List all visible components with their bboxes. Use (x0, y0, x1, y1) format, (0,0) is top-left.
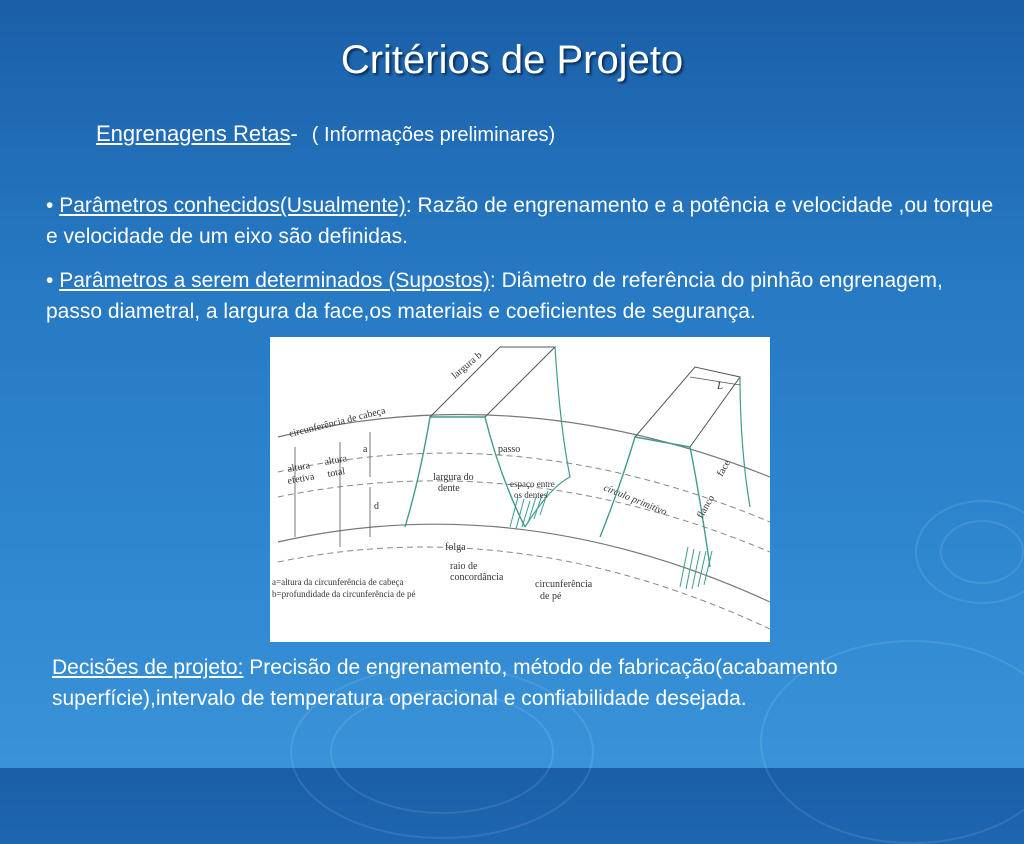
design-decisions-paragraph (52, 652, 1012, 714)
label-L: L (717, 380, 724, 392)
bullet-separator: : (405, 194, 412, 217)
bullet-marker: • (46, 269, 54, 292)
label-d: d (374, 501, 379, 512)
slide-subtitle (96, 121, 555, 147)
label-circunferencia-cabeca: circunferência de cabeça (288, 405, 387, 440)
label-passo: passo (498, 444, 521, 455)
label-largura-b: largura b (449, 349, 485, 382)
bullet-text: Diâmetro de referência do pinhão engrenagem, passo diametral, a largura da face,os materiais e coeficientes de segurança. (46, 269, 943, 323)
bullet-text: Razão de engrenamento e a potência e velocidade ,ou torque e velocidade de um eixo são definidas. (46, 194, 994, 248)
label-flanco: flanco (695, 493, 718, 521)
decisions-text: Precisão de engrenamento, método de fabricação(acabamento superfície),intervalo de temperatura operacional e confiabilidade desejada. (52, 656, 838, 710)
water-ripple-decoration (915, 500, 1024, 604)
label-altura-efetiva-1: altura (286, 460, 311, 475)
label-espaco-1: espaço entre (510, 479, 555, 489)
label-altura-total-2: total (326, 466, 347, 480)
label-espaco-2: os dentes (514, 490, 548, 500)
label-circ-pe-1: circunferência (535, 579, 593, 590)
subtitle-dash: - (290, 121, 298, 146)
label-altura-total-1: altura (323, 453, 348, 468)
bullet-label: Parâmetros a serem determinados (Supostos) (59, 269, 490, 292)
bullet-separator: : (489, 269, 496, 292)
bullet-marker: • (46, 194, 54, 217)
subtitle-note: ( Informações preliminares) (311, 124, 556, 146)
subtitle-main: Engrenagens Retas (96, 121, 291, 146)
label-a: a (363, 444, 368, 455)
label-face: face (715, 458, 733, 479)
slide-title: Critérios de Projeto (340, 38, 684, 82)
decisions-label: Decisões de projeto: (52, 656, 244, 679)
label-circulo-primitivo: círculo primitivo (601, 482, 669, 518)
label-raio-1: raio de (450, 561, 478, 572)
label-folga: folga (445, 542, 466, 553)
bullet-label: Parâmetros conhecidos(Usualmente) (59, 194, 406, 217)
bullet-known-parameters (46, 190, 996, 252)
label-raio-2: concordância (450, 572, 504, 583)
label-circ-pe-2: de pé (540, 591, 562, 602)
legend-a: a=altura da circunferência de cabeça (272, 577, 404, 587)
label-altura-efetiva-2: efetiva (286, 471, 316, 487)
bullet-assumed-parameters (46, 265, 996, 327)
gear-tooth-drawing (270, 337, 770, 642)
legend-b: b=profundidade da circunferência de pé (272, 589, 416, 599)
spur-gear-diagram (270, 337, 770, 642)
label-largura-dente-1: largura do (433, 472, 474, 483)
label-largura-dente-2: dente (438, 483, 460, 494)
